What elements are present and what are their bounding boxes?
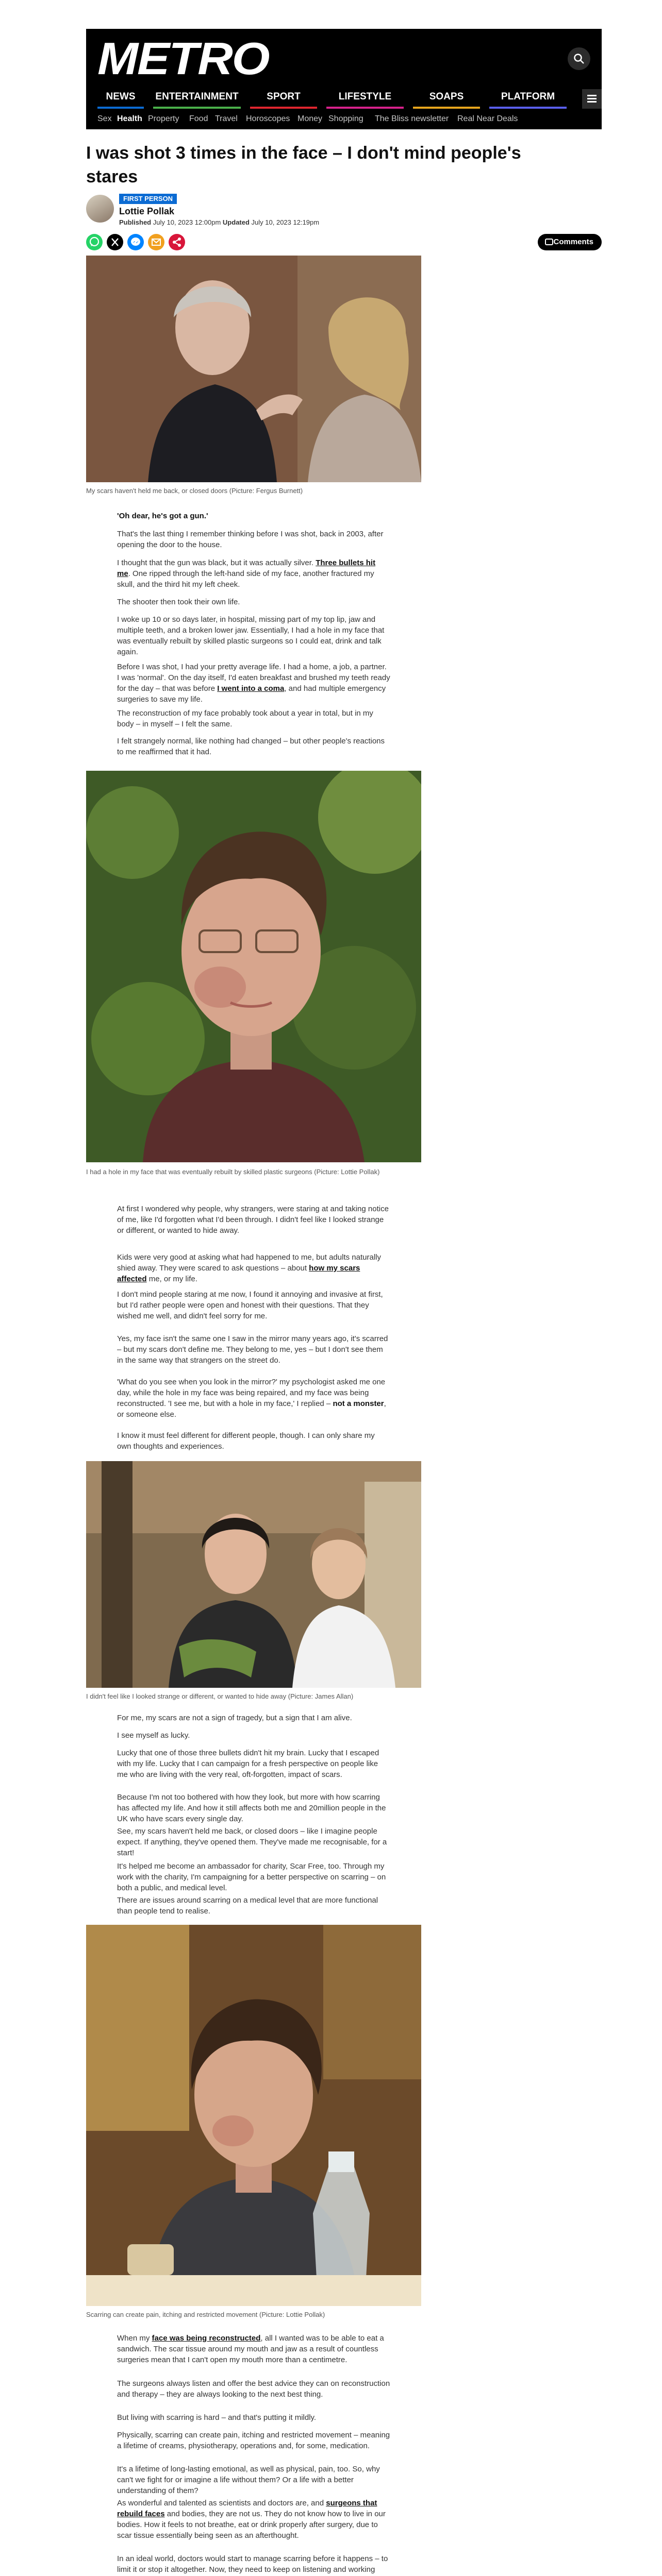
- paragraph: [117, 1377, 390, 1420]
- nav-label: PLATFORM: [501, 91, 555, 102]
- inline-link[interactable]: I went into a coma: [217, 684, 285, 693]
- article-photo-2: [86, 771, 421, 1162]
- paragraph: That's the last thing I remember thinking before I was shot, back in 2003, after opening the door to the house.: [117, 530, 384, 549]
- photo-caption-4: Scarring can create pain, itching and restricted movement (Picture: Lottie Pollak): [86, 2311, 325, 2318]
- paragraph: It's a lifetime of long-lasting emotional, as well as physical, pain, too. So, why can't we fight for or imagine a life without them? Or a life with a better understanding of them?: [117, 2465, 380, 2495]
- messenger-share-icon[interactable]: [127, 234, 144, 250]
- text: , all I wanted was to be able to eat a sandwich. The scar tissue around my mouth and jaw as a result of countless surgeries mean that I can't open my mouth more than a centimetre.: [117, 2334, 384, 2364]
- paragraph: It's helped me become an ambassador for charity, Scar Free, too. Through my work with the charity, I'm campaigning for a better perspective on scarring – on both a public, and medical level.: [117, 1862, 386, 1892]
- paragraph: [117, 1252, 390, 1284]
- paragraph: The reconstruction of my face probably took about a year in total, but in my body – in myself – I felt the same.: [117, 709, 373, 728]
- subnav-property[interactable]: Property: [148, 114, 179, 123]
- article-title: I was shot 3 times in the face – I don't mind people's stares: [86, 143, 521, 187]
- article-photo-4: [86, 1925, 421, 2306]
- menu-icon[interactable]: [582, 89, 602, 109]
- subnav-health[interactable]: Health: [117, 114, 142, 123]
- email-share-icon[interactable]: [148, 234, 164, 250]
- subnav-deals[interactable]: Real Near Deals: [457, 114, 518, 123]
- nav-label: ENTERTAINMENT: [155, 91, 239, 102]
- article-photo-3: [86, 1461, 421, 1688]
- paragraph: See, my scars haven't held me back, or closed doors – like I imagine people expect. If anything, they've opened them. They've made me recognisable, for a start!: [117, 1827, 387, 1857]
- paragraph: Lucky that one of those three bullets didn't hit my brain. Lucky that I escaped with my life. Lucky that I can campaign for a fresh perspective on people like me who are living with the very real, oft-forgotten, impact of scars.: [117, 1749, 379, 1779]
- nav-entertainment[interactable]: [153, 89, 241, 109]
- sub-nav: [86, 111, 602, 127]
- paragraph: [117, 557, 390, 590]
- search-icon[interactable]: [568, 47, 590, 70]
- nav-news[interactable]: [97, 89, 144, 109]
- paragraph: Physically, scarring can create pain, itching and restricted movement – meaning a lifetime of creams, physiotherapy, operations and, for some, medication.: [117, 2431, 390, 2450]
- author-name[interactable]: Lottie Pollak: [119, 206, 175, 216]
- paragraph: The shooter then took their own life.: [117, 598, 240, 606]
- published-date: July 10, 2023 12:00pm: [153, 218, 221, 226]
- inline-link[interactable]: face was being reconstructed: [152, 2334, 261, 2343]
- text: I thought that the gun was black, but it was actually silver.: [117, 558, 316, 567]
- nav-label: SOAPS: [429, 91, 464, 102]
- paragraph: At first I wondered why people, why strangers, were staring at and taking notice of me, like I'd forgotten what I'd been through. I didn't feel like I looked strange or different, or wanted to hide away.: [117, 1205, 389, 1235]
- published-label: Published: [119, 218, 152, 226]
- subnav-shopping[interactable]: Shopping: [328, 114, 363, 123]
- paragraph: [117, 511, 390, 521]
- text: As wonderful and talented as scientists and doctors are, and: [117, 2499, 326, 2507]
- paragraph: For me, my scars are not a sign of tragedy, but a sign that I am alive.: [117, 1714, 352, 1722]
- text: , and had multiple emergency surgeries to save my life.: [117, 684, 386, 704]
- article-dates: [119, 218, 319, 227]
- nav-lifestyle[interactable]: [326, 89, 404, 109]
- updated-label: Updated: [222, 218, 250, 226]
- paragraph: There are issues around scarring on a medical level that are more functional than people tend to realise.: [117, 1896, 378, 1916]
- nav-platform[interactable]: [489, 89, 567, 109]
- nav-label: NEWS: [106, 91, 136, 102]
- nav-sport[interactable]: [250, 89, 317, 109]
- paragraph: I woke up 10 or so days later, in hospital, missing part of my top lip, jaw and multiple teeth, and a broken lower jaw. Essentially, I had a hole in my face that was eventually rebuilt by skilled plastic surgeons so I could eat, drink and talk again.: [117, 615, 385, 656]
- nav-label: SPORT: [267, 91, 301, 102]
- text: and bodies, they are not us. They do not know how to live in our bodies. How it feels to not breathe, eat or drink properly after surgery, due to scar tissue essentially being seen as an afterthought.: [117, 2510, 386, 2540]
- paragraph: I know it must feel different for different people, though. I can only share my own thoughts and experiences.: [117, 1431, 375, 1451]
- first-person-badge: FIRST PERSON: [119, 194, 177, 204]
- paragraph: I see myself as lucky.: [117, 1731, 190, 1740]
- subnav-sex[interactable]: Sex: [97, 114, 112, 123]
- paragraph: Because I'm not too bothered with how they look, but more with how scarring has affected my life. And how it still affects both me and 20million people in the UK who have scars every single day.: [117, 1793, 386, 1823]
- inline-link[interactable]: Three bullets hit me: [117, 558, 376, 578]
- bold-text: not a monster: [333, 1399, 384, 1408]
- article-photo-1: [86, 256, 421, 482]
- main-nav: [86, 89, 602, 109]
- paragraph: [117, 662, 390, 705]
- subnav-food[interactable]: Food: [189, 114, 208, 123]
- photo-caption-3: I didn't feel like I looked strange or different, or wanted to hide away (Picture: James Allan): [86, 1692, 354, 1700]
- site-header: [86, 29, 602, 129]
- subnav-travel[interactable]: Travel: [215, 114, 238, 123]
- page: [86, 29, 602, 2576]
- subnav-horoscopes[interactable]: Horoscopes: [246, 114, 290, 123]
- paragraph: I don't mind people staring at me now, I found it annoying and invasive at first, but I'd rather people were open and honest with their questions. That they wished me well, and didn't feel sorry for me.: [117, 1290, 383, 1320]
- inline-link[interactable]: how my scars affected: [117, 1264, 360, 1283]
- paragraph: But living with scarring is hard – and that's putting it mildly.: [117, 2413, 317, 2422]
- whatsapp-share-icon[interactable]: [86, 234, 103, 250]
- text: 'What do you see when you look in the mirror?' my psychologist asked me one day, while the hole in my face was being repaired, and my face was being reconstructed. 'I see me, but with a hole in my face,' I replied –: [117, 1378, 386, 1408]
- author-avatar: [86, 195, 114, 223]
- inline-link[interactable]: surgeons that rebuild faces: [117, 2499, 377, 2518]
- comments-button[interactable]: [538, 234, 602, 250]
- nav-soaps[interactable]: [413, 89, 480, 109]
- paragraph: The surgeons always listen and offer the best advice they can on reconstruction and therapy – they are always looking to the next best thing.: [117, 2379, 390, 2399]
- paragraph: In an ideal world, doctors would start to manage scarring before it happens – to limit it or stop it altogether. Now, they need to keep on listening and working: [117, 2554, 388, 2574]
- text: Kids were very good at asking what had happened to me, but adults naturally shied away. They were scared to ask questions – about: [117, 1253, 381, 1273]
- photo-caption-1: My scars haven't held me back, or closed doors (Picture: Fergus Burnett): [86, 487, 303, 495]
- comments-label: Comments: [553, 238, 593, 246]
- updated-date: July 10, 2023 12:19pm: [251, 218, 320, 226]
- text: , or someone else.: [117, 1399, 386, 1419]
- x-share-icon[interactable]: [107, 234, 123, 250]
- share-icon[interactable]: [169, 234, 185, 250]
- text: me, or my life.: [146, 1275, 197, 1283]
- metro-logo[interactable]: METRO: [97, 33, 269, 84]
- photo-caption-2: I had a hole in my face that was eventually rebuilt by skilled plastic surgeons (Picture: Lottie Pollak): [86, 1168, 380, 1176]
- nav-label: LIFESTYLE: [338, 91, 392, 102]
- subnav-bliss[interactable]: The Bliss newsletter: [375, 114, 449, 123]
- paragraph: [117, 2498, 390, 2541]
- comment-icon: [545, 239, 553, 245]
- subnav-money[interactable]: Money: [297, 114, 323, 123]
- text: When my: [117, 2334, 152, 2343]
- paragraph: Yes, my face isn't the same one I saw in the mirror many years ago, it's scarred – but my scars don't define me. They belong to me, yes – but I don't see them in the same way that strangers on the street do.: [117, 1334, 388, 1365]
- text: Before I was shot, I had your pretty average life. I had a home, a job, a partner. I was 'normal'. On the day itself, I'd eaten breakfast and brushed my teeth ready for the day – that was before: [117, 663, 390, 693]
- text: . One ripped through the left-hand side of my face, another fractured my skull, and the third hit my left cheek.: [117, 569, 374, 589]
- paragraph: [117, 2333, 390, 2365]
- quote-text: 'Oh dear, he's got a gun.': [117, 512, 208, 520]
- paragraph: I felt strangely normal, like nothing had changed – but other people's reactions to me reaffirmed that it had.: [117, 737, 385, 756]
